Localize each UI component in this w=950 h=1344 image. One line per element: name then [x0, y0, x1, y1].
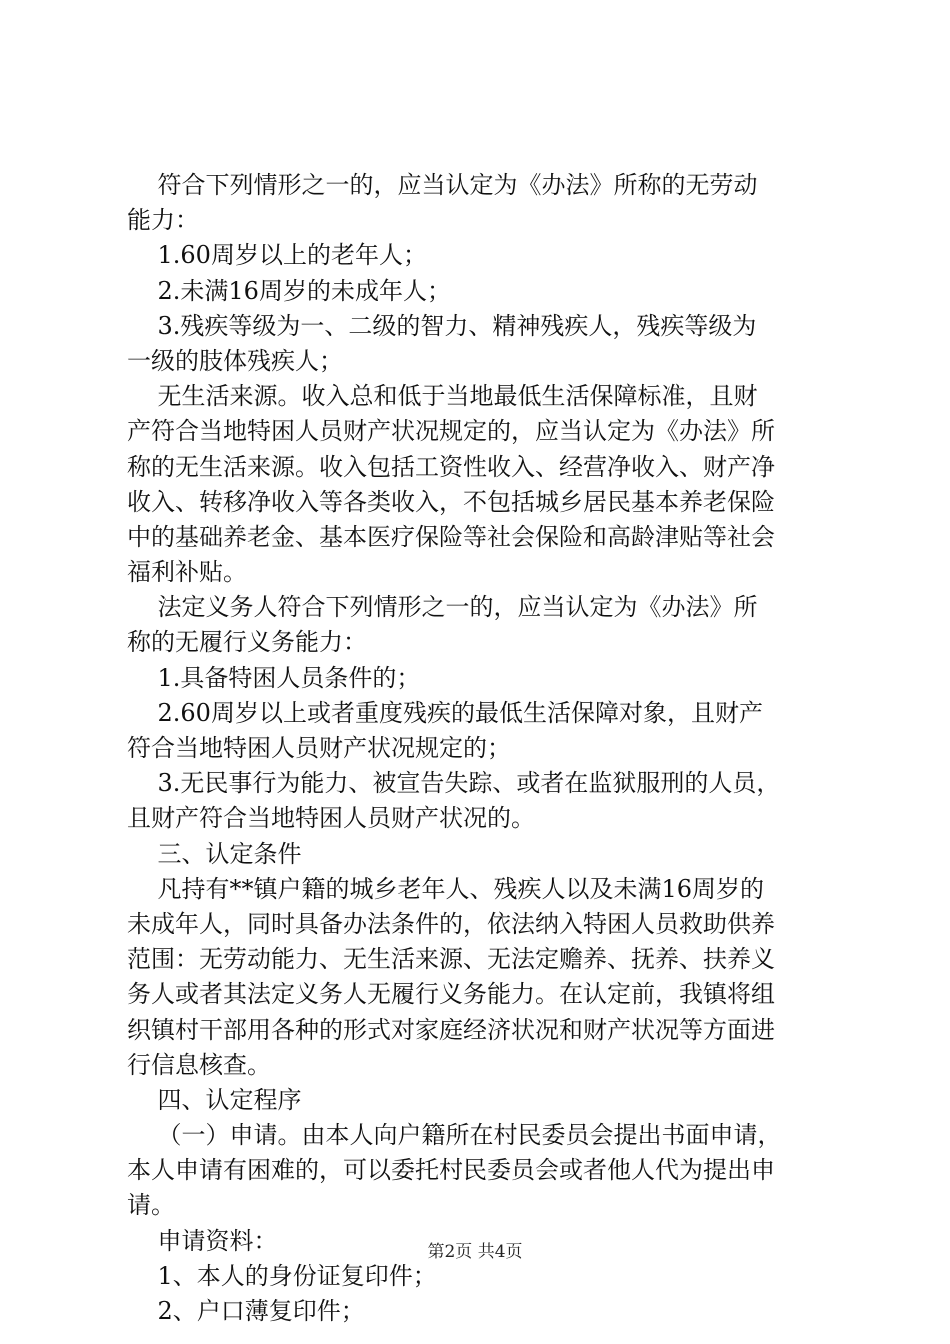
text-line: 范围：无劳动能力、无生活来源、无法定赡养、抚养、扶养义	[127, 945, 775, 974]
text-line: 福利补贴。	[127, 558, 247, 587]
text-line: 申请资料：	[127, 1226, 278, 1255]
text-line: （一）申请。由本人向户籍所在村民委员会提出书面申请，	[127, 1121, 782, 1150]
text-line: 称的无生活来源。收入包括工资性收入、经营净收入、财产净	[127, 452, 775, 481]
text-line: 1.具备特困人员条件的；	[127, 663, 421, 692]
text-line: 能力：	[127, 206, 199, 235]
text-line: 织镇村干部用各种的形式对家庭经济状况和财产状况等方面进	[127, 1015, 775, 1044]
text-line: 凡持有**镇户籍的城乡老年人、残疾人以及未满16周岁的	[127, 874, 765, 903]
text-line: 中的基础养老金、基本医疗保险等社会保险和高龄津贴等社会	[127, 522, 775, 551]
text-line: 未成年人，同时具备办法条件的，依法纳入特困人员救助供养	[127, 909, 775, 938]
text-line: 法定义务人符合下列情形之一的，应当认定为《办法》所	[127, 593, 758, 622]
text-line: 3.残疾等级为一、二级的智力、精神残疾人，残疾等级为	[127, 311, 757, 340]
text-line: 四、认定程序	[127, 1085, 302, 1114]
text-line: 称的无履行义务能力：	[127, 628, 367, 657]
text-line: 产符合当地特困人员财产状况规定的，应当认定为《办法》所	[127, 417, 775, 446]
document-body	[127, 168, 847, 1329]
text-line: 本人申请有困难的，可以委托村民委员会或者他人代为提出申	[127, 1156, 775, 1185]
text-line: 1.60周岁以上的老年人；	[127, 241, 427, 270]
text-line: 一级的肢体残疾人；	[127, 346, 343, 375]
text-line: 收入、转移净收入等各类收入，不包括城乡居民基本养老保险	[127, 487, 775, 516]
text-line: 2、户口薄复印件；	[127, 1297, 365, 1325]
text-line: 1、本人的身份证复印件；	[127, 1261, 437, 1290]
text-line: 行信息核查。	[127, 1050, 271, 1079]
page-footer: 第2页 共4页	[427, 1242, 523, 1262]
text-line: 2.60周岁以上或者重度残疾的最低生活保障对象，且财产	[127, 698, 763, 727]
text-line: 3.无民事行为能力、被宣告失踪、或者在监狱服刑的人员，	[127, 769, 781, 798]
text-line: 三、认定条件	[127, 839, 302, 868]
text-line: 符合下列情形之一的，应当认定为《办法》所称的无劳动	[127, 171, 758, 199]
text-line: 符合当地特困人员财产状况规定的；	[127, 734, 511, 762]
text-line: 2.未满16周岁的未成年人；	[127, 276, 451, 305]
text-line: 无生活来源。收入总和低于当地最低生活保障标准，且财	[127, 382, 758, 411]
text-line: 务人或者其法定义务人无履行义务能力。在认定前，我镇将组	[127, 980, 775, 1009]
text-line: 请。	[127, 1191, 175, 1220]
text-line: 且财产符合当地特困人员财产状况的。	[127, 804, 535, 833]
